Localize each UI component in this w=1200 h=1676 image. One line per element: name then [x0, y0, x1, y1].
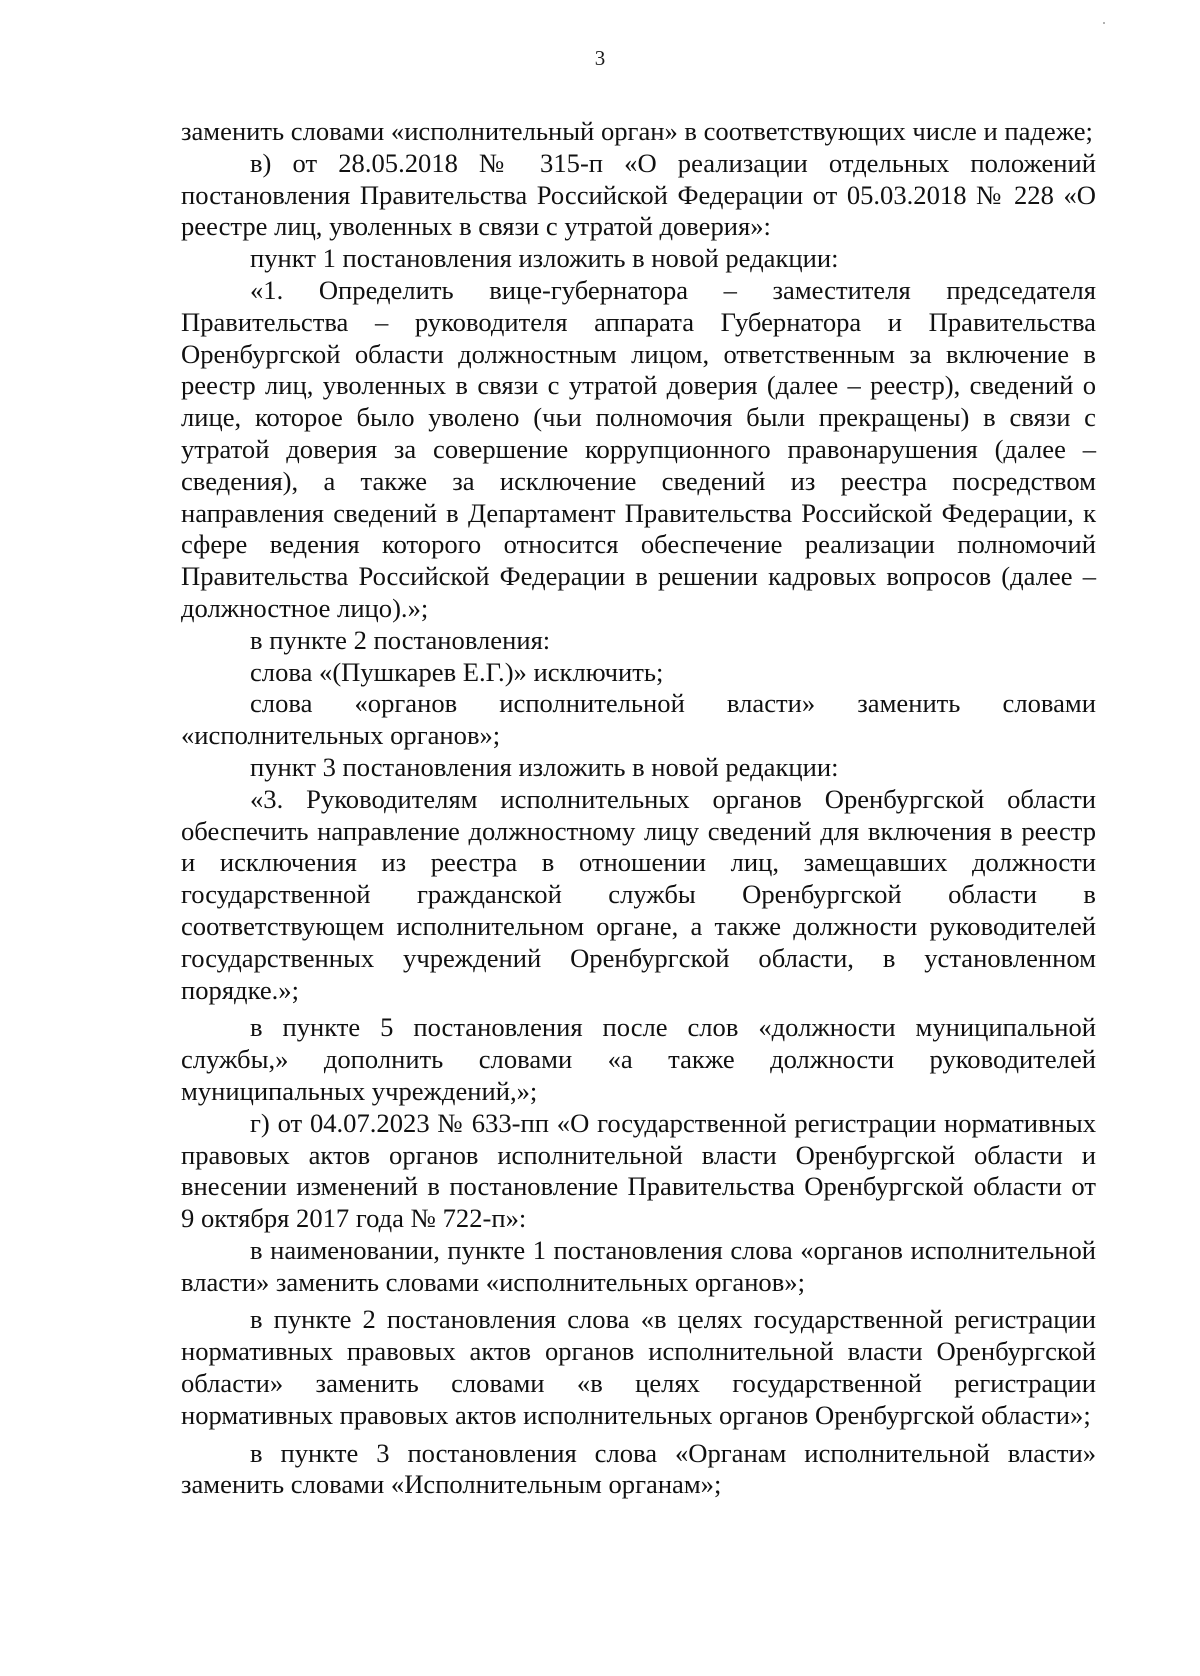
paragraph: слова «(Пушкарев Е.Г.)» исключить; [250, 656, 664, 687]
paragraph: в пункте 3 постановления слова «Органам исполнительной власти» заменить словами «Исполнительным органам»; [181, 1437, 1096, 1500]
paragraph: «1. Определить вице-губернатора – заместителя председателя Правительства – руководителя аппарата Губернатора и Правительства Оренбургской области должностным лицом, ответственным за включение в реестр лиц, уволенных в связи с утратой доверия (далее – реестр), сведений о лице, которое было уволено (чьи полномочия были прекращены) в связи с утратой доверия за совершение коррупционного правонарушения (далее – сведения), а также за исключение сведений из реестра посредством направления сведений в Департамент Правительства Российской Федерации, к сфере ведения которого относится обеспечение реализации полномочий Правительства Российской Федерации в решении кадровых вопросов (далее – должностное лицо).»; [181, 274, 1096, 623]
paragraph: в) от 28.05.2018 № 315-п «О реализации отдельных положений постановления Правительства Российской Федерации от 05.03.2018 № 228 «О реестре лиц, уволенных в связи с утратой доверия»: [181, 147, 1096, 242]
paragraph: «3. Руководителям исполнительных органов Оренбургской области обеспечить направление должностному лицу сведений для включения в реестр и исключения из реестра в отношении лиц, замещавших должности государственной гражданской службы Оренбургской области в соответствующем исполнительном органе, а также должности руководителей государственных учреждений Оренбургской области, в установленном порядке.»; [181, 783, 1096, 1005]
paragraph: г) от 04.07.2023 № 633-пп «О государственной регистрации нормативных правовых актов органов исполнительной власти Оренбургской области и внесении изменений в постановление Правительства Оренбургской области от 9 октября 2017 года № 722-п»: [181, 1107, 1096, 1234]
paragraph: в наименовании, пункте 1 постановления слова «органов исполнительной власти» заменить словами «исполнительных органов»; [181, 1234, 1096, 1297]
paragraph: пункт 3 постановления изложить в новой редакции: [250, 751, 839, 782]
paragraph: в пункте 2 постановления слова «в целях государственной регистрации нормативных правовых актов органов исполнительной власти Оренбургской области» заменить словами «в целях государственной регистрации нормативных правовых актов исполнительных органов Оренбургской области»; [181, 1304, 1096, 1430]
paragraph: слова «органов исполнительной власти» заменить словами «исполнительных органов»; [181, 688, 1096, 751]
paragraph: в пункте 2 постановления: [250, 624, 551, 655]
paragraph: пункт 1 постановления изложить в новой редакции: [250, 243, 839, 274]
document-body [181, 116, 1096, 1501]
paragraph: заменить словами «исполнительный орган» в соответствующих числе и падеже; [181, 116, 1093, 146]
page-number: 3 [594, 46, 606, 70]
paragraph: в пункте 5 постановления после слов «должности муниципальной службы,» дополнить словами «а также должности руководителей муниципальных учреждений,»; [181, 1012, 1096, 1106]
scan-speck [1103, 22, 1105, 24]
